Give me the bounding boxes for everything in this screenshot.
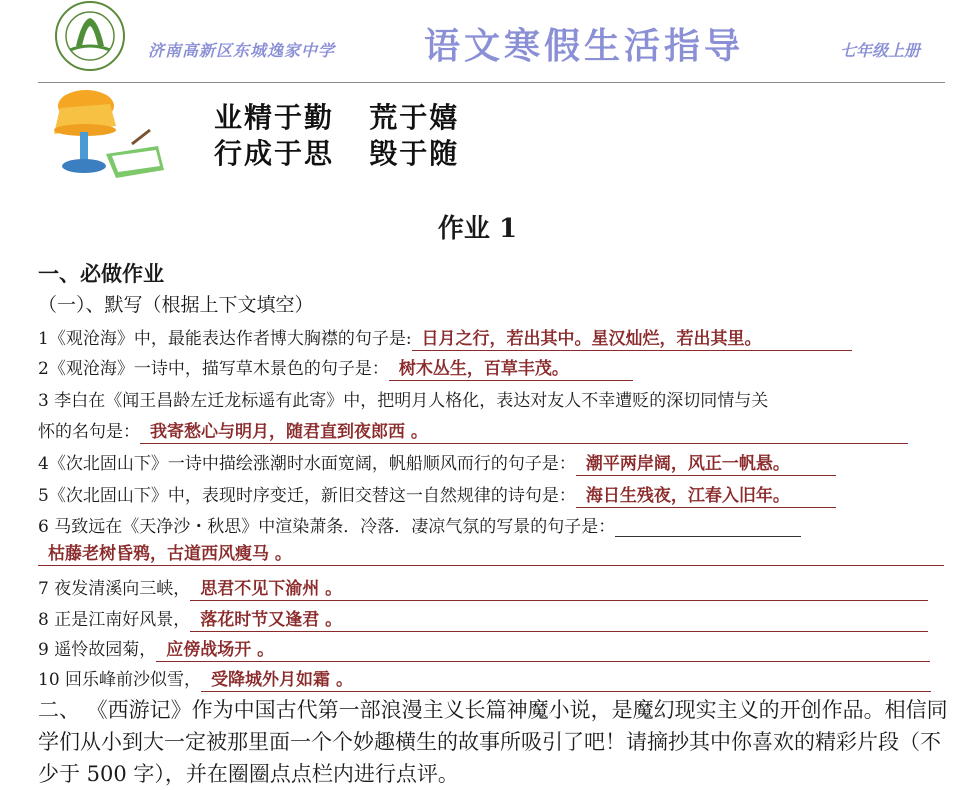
answer-text: 枯藤老树昏鸦，古道西风瘦马 。 [38,543,944,566]
answer-text: 海日生残夜，江春入旧年。 [576,485,836,508]
subsection-heading: （一）、默写（根据上下文填空） [38,294,314,316]
list-item: 3 李白在《闻王昌龄左迁龙标遥有此寄》中，把明月人格化，表达对友人不幸遭贬的深切同情与关 [38,391,769,411]
answer-text: 我寄愁心与明月，随君直到夜郎西 。 [140,421,908,444]
list-item: 8 正是江南好风景， 落花时节又逢君 。 [38,605,928,632]
answer-text: 思君不见下渝州 。 [190,578,928,601]
answer-text: 日月之行，若出其中。星汉灿烂，若出其里。 [412,328,852,351]
list-item: 7 夜发清溪向三峡， 思君不见下渝州 。 [38,574,928,601]
header-divider [38,82,945,83]
motto-line-1: 业精于勤 荒于嬉 [214,101,460,134]
list-item: 4《次北固山下》一诗中描绘涨潮时水面宽阔，帆船顺风而行的句子是： 潮平两岸阔，风正一帆悬。 [38,449,836,476]
answer-text: 落花时节又逢君 。 [190,609,928,632]
list-item: 10 回乐峰前沙似雪， 受降城外月如霜 。 [38,665,931,692]
list-item: 9 遥怜故园菊， 应傍战场开 。 [38,635,930,662]
page-header [0,0,955,84]
section-2-paragraph: 二、 《西游记》作为中国古代第一部浪漫主义长篇神魔小说，是魔幻现实主义的开创作品。相信同学们从小到大一定被那里面一个个妙趣横生的故事所吸引了吧！请摘抄其中你喜欢的精彩片段（不少于 500 字），并在圈圈点点栏内进行点评。 [38,698,948,786]
list-item: 怀的名句是： 我寄愁心与明月，随君直到夜郎西 。 [38,417,908,444]
motto-line-2: 行成于思 毁于随 [214,137,460,170]
motto [214,100,459,172]
school-logo-icon [40,0,136,74]
list-item: 6 马致远在《天净沙・秋思》中渲染萧条．冷落．凄凉气氛的写景的句子是： [38,512,801,537]
list-item: 5《次北固山下》中，表现时序变迁，新旧交替这一自然规律的诗句是： 海日生残夜，江春入旧年。 [38,481,836,508]
school-name: 济南高新区东城逸家中学 [148,41,336,60]
page-title: 语文寒假生活指导 [424,25,745,67]
answer-text: 潮平两岸阔，风正一帆悬。 [576,453,836,476]
section-heading: 一、必做作业 [38,261,164,286]
blank-line [615,516,801,537]
list-item: 2《观沧海》一诗中，描写草木景色的句子是： 树木丛生，百草丰茂。 [38,354,633,381]
desk-lamp-icon [46,84,170,186]
list-item [38,543,944,566]
assignment-title: 作业 1 [437,214,518,244]
answer-text: 应傍战场开 。 [156,639,930,662]
list-item: 1《观沧海》中，最能表达作者博大胸襟的句子是: 日月之行，若出其中。星汉灿烂，若出其里。 [38,324,852,351]
answer-text: 树木丛生，百草丰茂。 [389,358,633,381]
answer-text: 受降城外月如霜 。 [201,669,931,692]
grade-label: 七年级上册 [840,41,921,60]
